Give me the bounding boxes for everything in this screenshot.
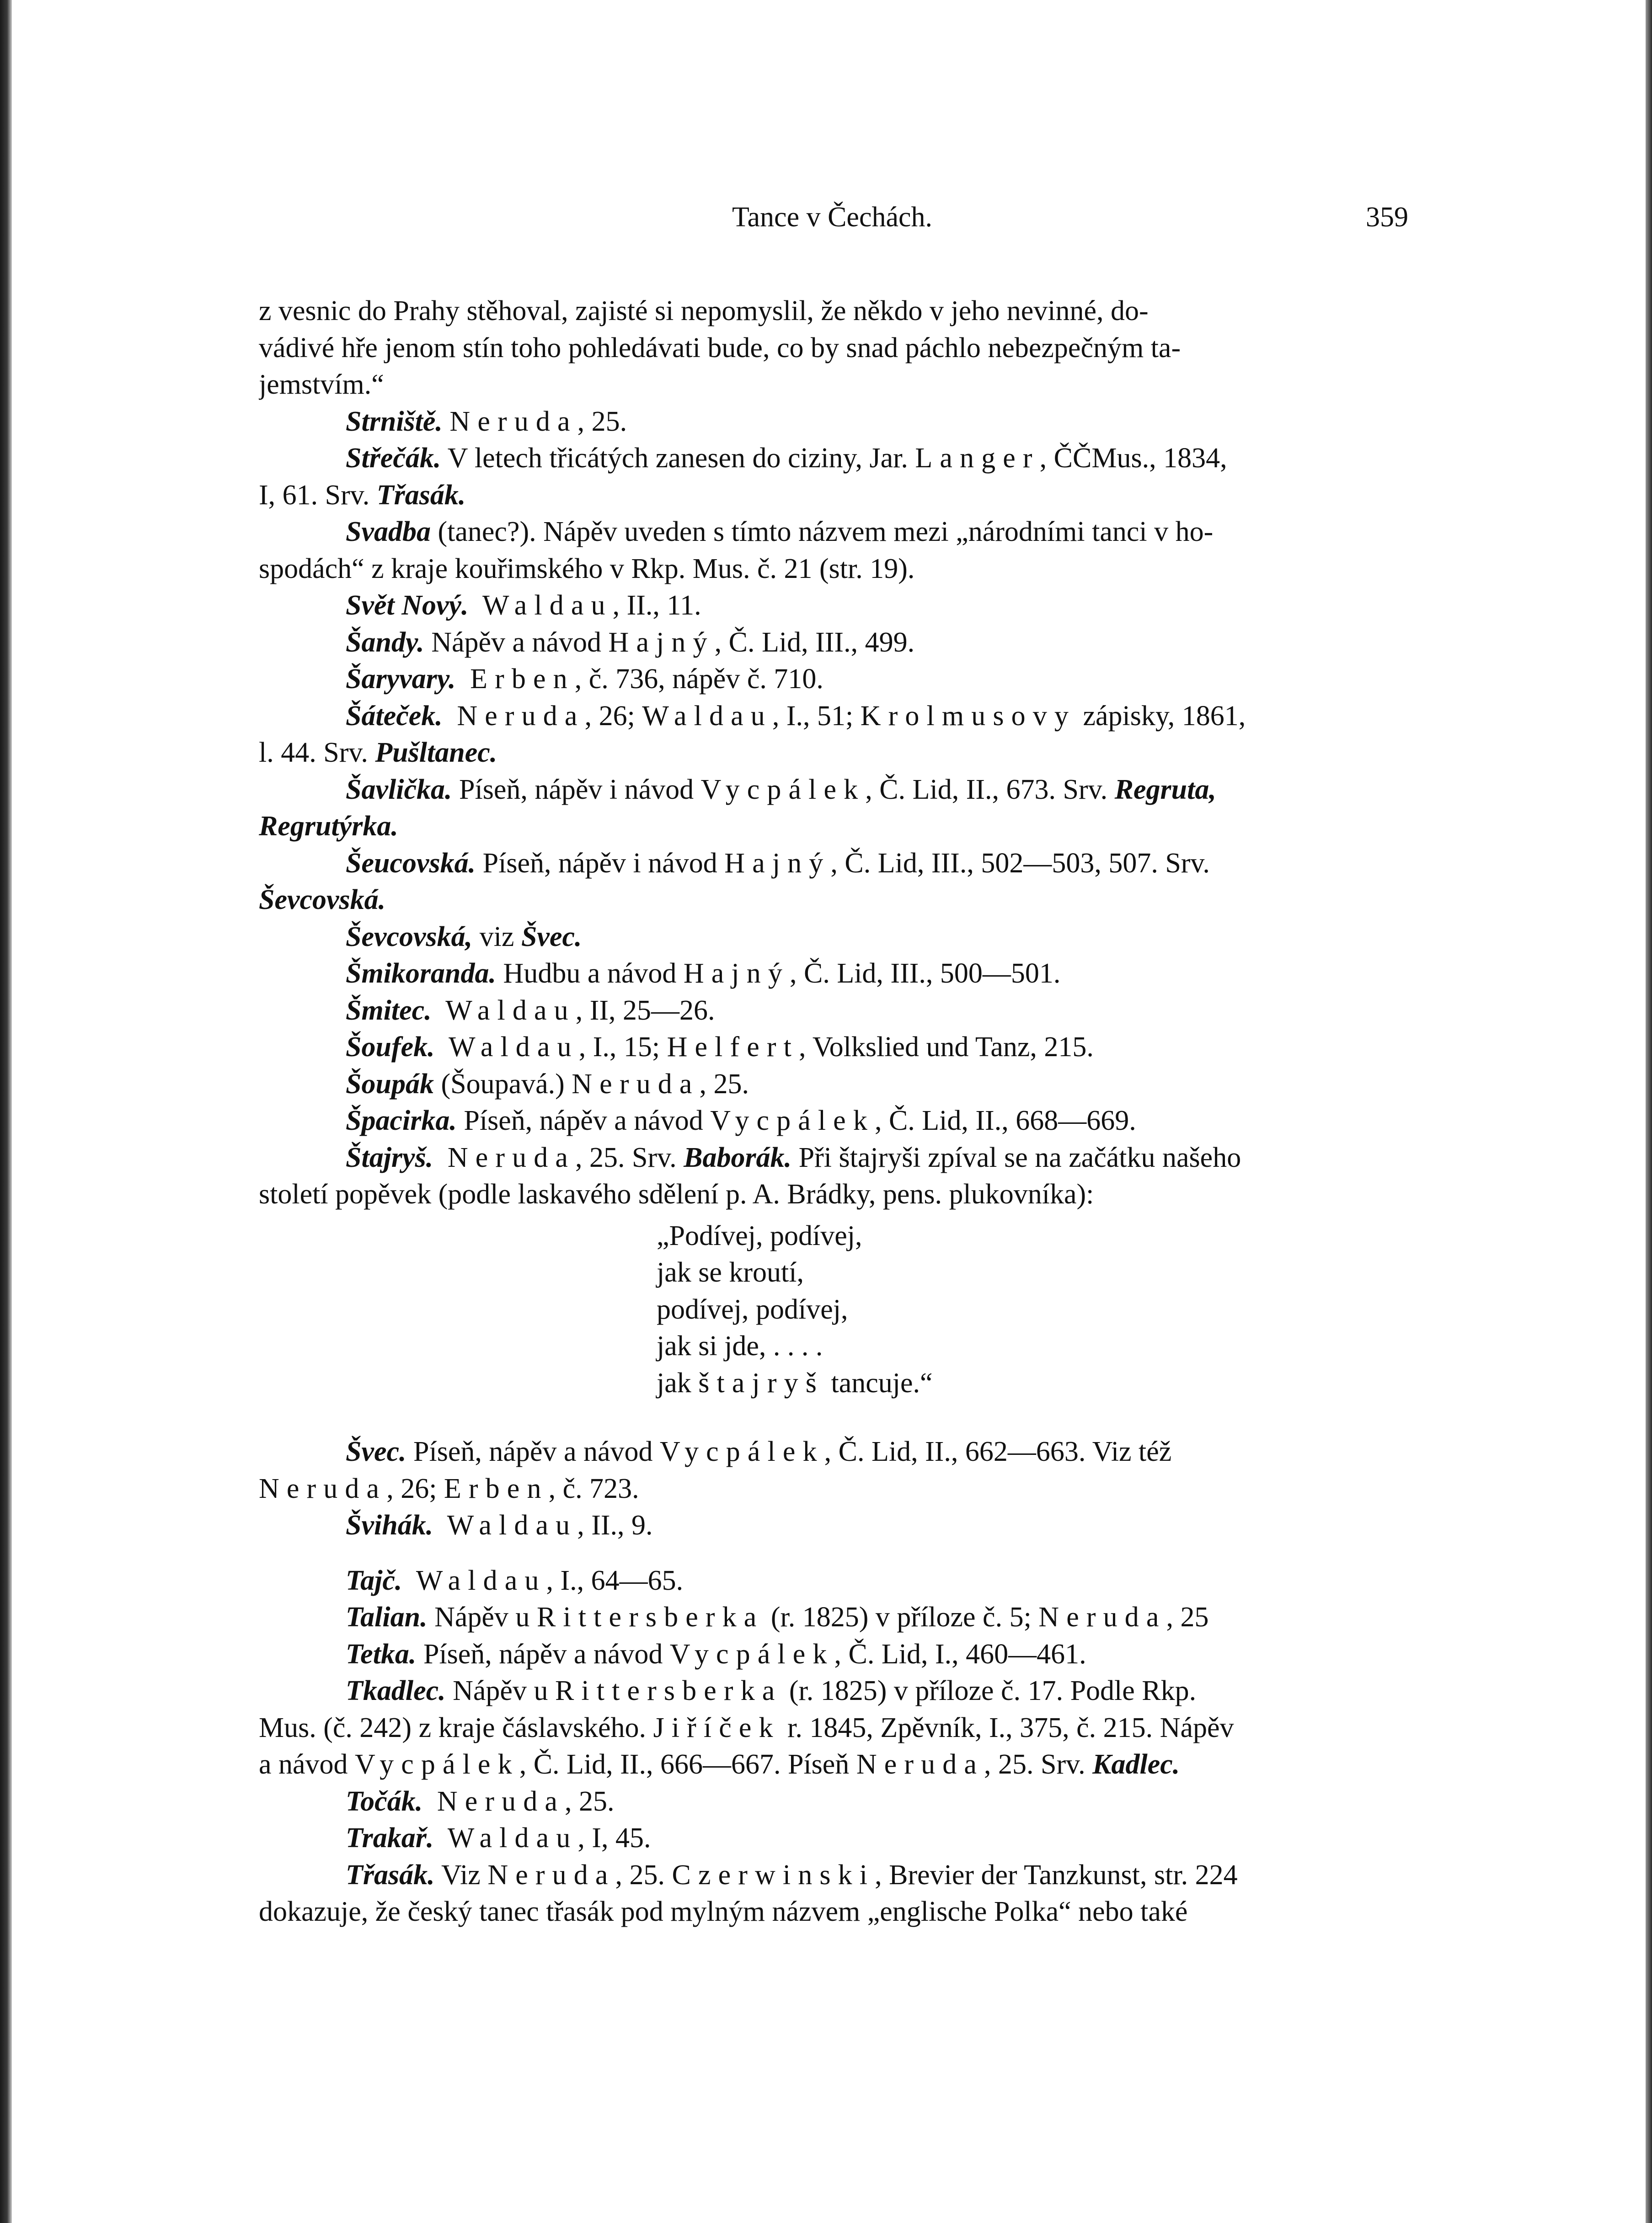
entry-svet [259,587,1406,624]
entry-text: Píseň, nápěv i návod [476,847,725,879]
entry-tkadlec-cont [259,1746,1406,1783]
entry-text: století popěvek (podle laskavého sdělení p. A. Brádky, pens. plukovníka): [259,1179,1094,1210]
entry-term: Šandy. [346,626,424,658]
entry-text: , 25. [565,1785,615,1817]
entry-smitec [259,992,1406,1029]
author-name: Neruda [259,1473,387,1504]
entry-text: , 25. [699,1068,749,1100]
page-number: 359 [1366,202,1408,233]
entry-seucovska [259,845,1406,882]
text-line [259,330,1406,367]
entry-text: Mus. (č. 242) z kraje čáslavského. [259,1712,653,1743]
body-text [259,293,1406,1930]
text-span: z vesnic do Prahy stěhoval, zajisté si nepomyslil, že někdo v jeho nevinné, do- [259,295,1149,326]
author-name: Krolmusovy [860,700,1076,732]
entry-term: Šmikoranda. [346,958,497,989]
entry-text: viz [472,921,521,952]
entry-text: , Č. Lid, II., 673. Srv. [865,774,1115,805]
entry-text: , 25. [615,1859,672,1891]
author-name: Neruda [487,1859,615,1891]
author-name: Langer [915,443,1040,474]
entry-text: , 26; [386,1473,444,1504]
entry-text: (r. 1825) v příloze č. 5; [764,1602,1039,1633]
entry-smikoranda [259,955,1406,992]
author-name: Waldau [468,590,613,621]
entry-text: dokazuje, že český tanec třasák pod mylným názvem „englische Polka“ nebo také [259,1896,1188,1927]
author-name: Waldau [402,1565,546,1596]
author-name: Neruda [856,1749,984,1780]
entry-text: (Šoupavá.) [433,1068,572,1100]
author-name: Neruda [422,1785,565,1817]
poem-line: „Podívej, podívej, [657,1220,862,1251]
poem-text: jak [657,1367,699,1399]
entry-sandy [259,624,1406,661]
entry-term: Šmitec. [346,994,432,1026]
entry-text: Hudbu a návod [496,958,684,989]
cross-reference: Pušltanec. [375,737,497,768]
entry-term: Štajryš. [346,1142,433,1173]
entry-text: , Č. Lid, III., 499. [714,626,915,658]
entry-tocak [259,1783,1406,1820]
entry-text: , 26; [584,700,642,732]
cross-reference: Třasák. [376,479,466,511]
entry-strecak [259,440,1406,477]
entry-term: Točák. [346,1785,423,1817]
entry-term: Šaryvary. [346,663,456,695]
author-name: Vycpálek [659,1436,824,1467]
author-name: Czerwinski [672,1859,875,1891]
entry-text: , Č. Lid, II., 662—663. Viz též [824,1436,1172,1467]
entry-svec [259,1433,1406,1470]
entry-sevcovska [259,919,1406,956]
author-name: Waldau [642,700,772,732]
entry-stajrys-cont [259,1176,1406,1213]
entry-text: , Č. Lid, II., 668—669. [874,1105,1136,1136]
entry-text: a návod [259,1749,355,1780]
entry-soufek [259,1029,1406,1066]
entry-text: , Č. Lid, III., 500—501. [789,958,1061,989]
entry-term: Šeucovská. [346,847,476,879]
poem-spaced-word: štajryš [698,1367,824,1399]
entry-tkadlec-cont [259,1710,1406,1747]
entry-text: V letech třicátých zanesen do ciziny, Jar. [441,443,915,474]
entry-text: Píseň, nápěv a návod [416,1638,670,1670]
author-name: Erben [455,663,575,695]
entry-text: Nápěv u [427,1602,537,1633]
author-name: Hajný [724,847,831,879]
entry-saryvary [259,661,1406,698]
entry-term: Švihák. [346,1510,433,1541]
entry-text: , Č. Lid, III., 502—503, 507. Srv. [830,847,1210,879]
entry-term: Tetka. [346,1638,417,1670]
entry-soupak [259,1066,1406,1103]
entry-text: l. 44. Srv. [259,737,375,768]
text-span: vádivé hře jenom stín toho pohledávati bude, co by snad páchlo nebezpečným ta- [259,332,1181,363]
entry-text: Píseň, nápěv a návod [456,1105,711,1136]
entry-text: , Volkslied und Tanz, 215. [798,1031,1094,1063]
entry-term: Ševcovská, [346,921,473,952]
author-name: Vycpálek [669,1638,834,1670]
entry-strniste [259,403,1406,440]
entry-term: Šoufek. [346,1031,435,1063]
entry-trasak-cont [259,1893,1406,1930]
author-name: Rittersberka [536,1602,764,1633]
entry-savlicka [259,771,1406,808]
entry-term: Tkadlec. [346,1675,446,1706]
text-line [259,293,1406,330]
entry-text: , I., 15; [578,1031,667,1063]
entry-text: , I., 64—65. [546,1565,684,1596]
entry-svadba [259,513,1406,550]
cross-reference: Ševcovská. [259,884,386,915]
author-name: Vycpálek [700,774,866,805]
entry-tajc [259,1562,1406,1599]
poem-line: podívej, podívej, [657,1293,848,1325]
entry-savlicka-cont [259,808,1406,845]
entry-svec-cont [259,1470,1406,1507]
entry-text: Nápěv a návod [424,626,609,658]
entry-talian [259,1599,1406,1636]
entry-term: Tajč. [346,1565,402,1596]
cross-reference: Kadlec. [1092,1749,1180,1780]
poem-text: tancuje.“ [823,1367,933,1399]
entry-term: Třasák. [346,1859,435,1891]
entry-text: , č. 736, nápěv č. 710. [574,663,823,695]
entry-text: Píseň, nápěv i návod [452,774,701,805]
entry-text: r. 1845, Zpěvník, I., 375, č. 215. Nápěv [780,1712,1234,1743]
entry-term: Talian. [346,1602,428,1633]
entry-text: Píseň, nápěv a návod [406,1436,660,1467]
entry-text: , II., 11. [612,590,701,621]
entry-trakar [259,1820,1406,1857]
author-name: Waldau [434,1031,579,1063]
entry-text: , ČČMus., 1834, [1039,443,1227,474]
author-name: Neruda [442,700,585,732]
poem-line: jak se kroutí, [657,1257,804,1288]
scan-edge-left [0,0,12,2223]
entry-term: Svadba [346,516,431,547]
entry-text: , Č. Lid, I., 460—461. [834,1638,1086,1670]
author-name: Rittersberka [555,1675,782,1706]
entry-tetka [259,1636,1406,1673]
author-name: Waldau [433,1510,577,1541]
entry-satecek-cont [259,734,1406,771]
entry-text: Viz [434,1859,488,1891]
author-name: Jiříček [653,1712,781,1743]
entry-svihak [259,1507,1406,1544]
entry-text: I, 61. Srv. [259,479,377,511]
text-line [259,366,1406,403]
entry-term: Švec. [346,1436,406,1467]
author-name: Waldau [433,1822,578,1854]
cross-reference: Baborák. [684,1142,792,1173]
entry-term: Svět Nový. [346,590,469,621]
entry-svadba-cont [259,550,1406,588]
poem-line: jak si jde, . . . . [657,1331,823,1362]
author-name: Vycpálek [710,1105,875,1136]
poem-line [657,1365,1406,1402]
entry-text: spodách“ z kraje kouřimského v Rkp. Mus. č. 21 (str. 19). [259,553,915,584]
entry-strecak-cont [259,477,1406,514]
entry-text: , 25. Srv. [984,1749,1093,1780]
entry-trasak [259,1857,1406,1894]
entry-term: Šoupák [346,1068,434,1100]
entry-text: , 25. [577,406,627,437]
entry-text: , II., 9. [577,1510,653,1541]
entry-spacirka [259,1102,1406,1139]
entry-text: , 25. Srv. [575,1142,684,1173]
scan-edge-right [1646,0,1652,2223]
entry-term: Šáteček. [346,700,443,732]
author-name: Erben [444,1473,549,1504]
entry-text: , I, 45. [577,1822,651,1854]
author-name: Hajný [608,626,715,658]
author-name: Helfert [667,1031,799,1063]
cross-reference: Švec. [521,921,582,952]
running-header-title: Tance v Čechách. [732,202,933,233]
author-name: Hajný [683,958,790,989]
entry-text: zápisky, 1861, [1075,700,1246,732]
entry-text: , Č. Lid, II., 666—667. Píseň [519,1749,856,1780]
entry-stajrys [259,1139,1406,1176]
entry-text: Nápěv u [445,1675,555,1706]
author-name: Neruda [433,1142,576,1173]
entry-tkadlec [259,1673,1406,1710]
author-name: Waldau [431,994,576,1026]
poem-block [657,1218,1406,1402]
entry-term: Trakař. [346,1822,434,1854]
entry-satecek [259,698,1406,735]
author-name: Neruda [572,1068,700,1100]
entry-term: Strniště. [346,406,443,437]
author-name: Neruda [1038,1602,1166,1633]
entry-text: (r. 1825) v příloze č. 17. Podle Rkp. [782,1675,1197,1706]
entry-term: Střečák. [346,443,441,474]
entry-text: , 25 [1166,1602,1209,1633]
text-span: jemstvím.“ [259,369,384,400]
entry-term: Špacirka. [346,1105,457,1136]
entry-text: , II, 25—26. [575,994,715,1026]
author-name: Neruda [449,406,577,437]
entry-text: , Brevier der Tanzkunst, str. 224 [875,1859,1238,1891]
entry-seucovska-cont [259,882,1406,919]
entry-text: , I., 51; [772,700,861,732]
author-name: Vycpálek [355,1749,519,1780]
entry-text: (tanec?). Nápěv uveden s tímto názvem mezi „národními tanci v ho- [431,516,1214,547]
entry-text: , č. 723. [548,1473,639,1504]
entry-term: Šavlička. [346,774,452,805]
cross-reference: Regrutýrka. [259,811,398,842]
cross-reference: Regruta, [1114,774,1216,805]
entry-text: Při štajryši zpíval se na začátku našeho [791,1142,1241,1173]
